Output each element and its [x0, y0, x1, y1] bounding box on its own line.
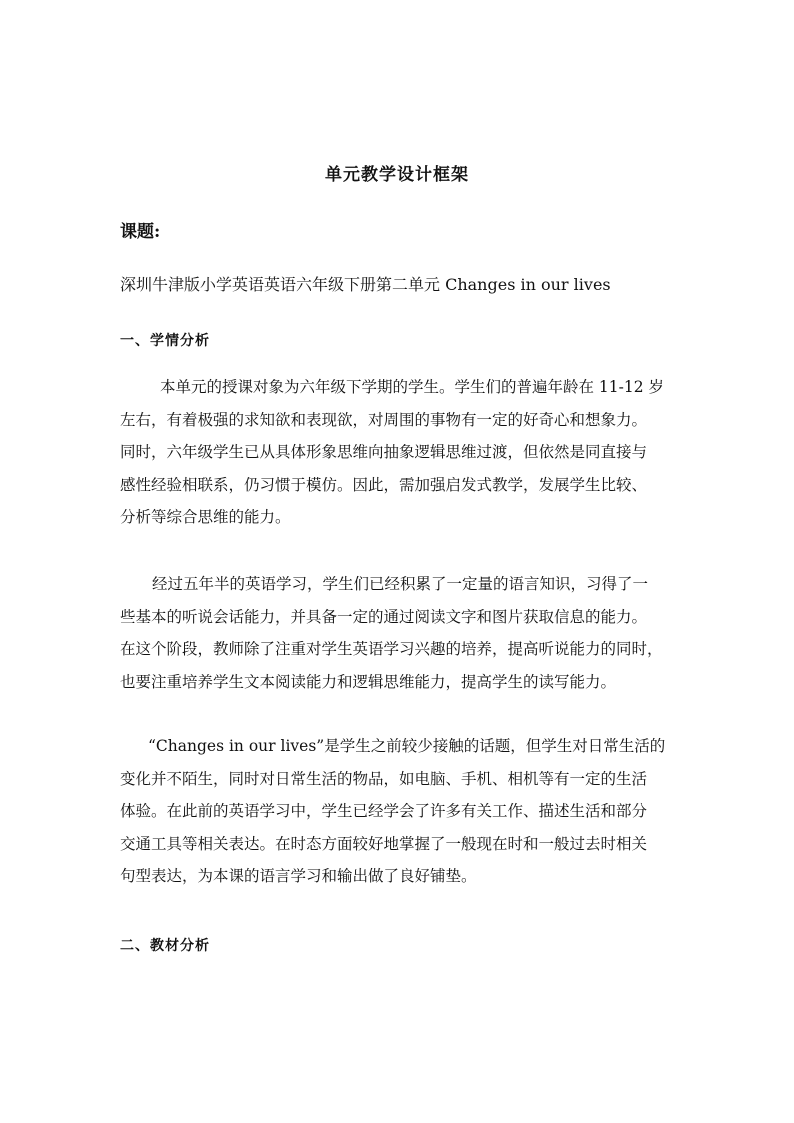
- section-heading-learner-analysis: 一、学情分析: [120, 333, 210, 349]
- paragraph-learner-2: [120, 568, 685, 698]
- paragraph-line: 经过五年半的英语学习，学生们已经积累了一定量的语言知识，习得了一: [152, 575, 649, 593]
- page-title: 单元教学设计框架: [325, 165, 469, 185]
- paragraph-line: “Changes in our lives”是学生之前较少接触的话题，但学生对日常生活的: [148, 737, 666, 755]
- paragraph-line: 分析等综合思维的能力。: [120, 508, 291, 526]
- paragraph-line: 在这个阶段，教师除了注重对学生英语学习兴趣的培养，提高听说能力的同时，: [120, 640, 663, 658]
- paragraph-line: 句型表达，为本课的语言学习和输出做了良好铺垫。: [120, 867, 477, 885]
- subject-text: 深圳牛津版小学英语英语六年级下册第二单元 Changes in our lives: [120, 275, 611, 294]
- paragraph-line: 体验。在此前的英语学习中，学生已经学会了许多有关工作、描述生活和部分: [120, 802, 648, 820]
- paragraph-learner-1: [120, 371, 685, 534]
- paragraph-line: 同时，六年级学生已从具体形象思维向抽象逻辑思维过渡，但依然是同直接与: [120, 443, 648, 461]
- paragraph-line: 本单元的授课对象为六年级下学期的学生。学生们的普遍年龄在 11-12 岁: [160, 378, 665, 396]
- paragraph-line: 些基本的听说会话能力，并具备一定的通过阅读文字和图片获取信息的能力。: [120, 607, 648, 626]
- paragraph-line: 变化并不陌生，同时对日常生活的物品，如电脑、手机、相机等有一定的生活: [120, 769, 648, 788]
- paragraph-line: 也要注重培养学生文本阅读能力和逻辑思维能力，提高学生的读写能力。: [120, 672, 617, 691]
- paragraph-learner-3: [120, 730, 685, 893]
- paragraph-line: 感性经验相联系，仍习惯于模仿。因此，需加强启发式教学，发展学生比较、: [120, 475, 648, 494]
- paragraph-line: 交通工具等相关表达。在时态方面较好地掌握了一般现在时和一般过去时相关: [120, 834, 648, 853]
- paragraph-line: 左右，有着极强的求知欲和表现欲，对周围的事物有一定的好奇心和想象力。: [120, 410, 648, 429]
- section-heading-textbook-analysis: 二、教材分析: [120, 938, 210, 954]
- subject-label: 课题:: [120, 222, 161, 242]
